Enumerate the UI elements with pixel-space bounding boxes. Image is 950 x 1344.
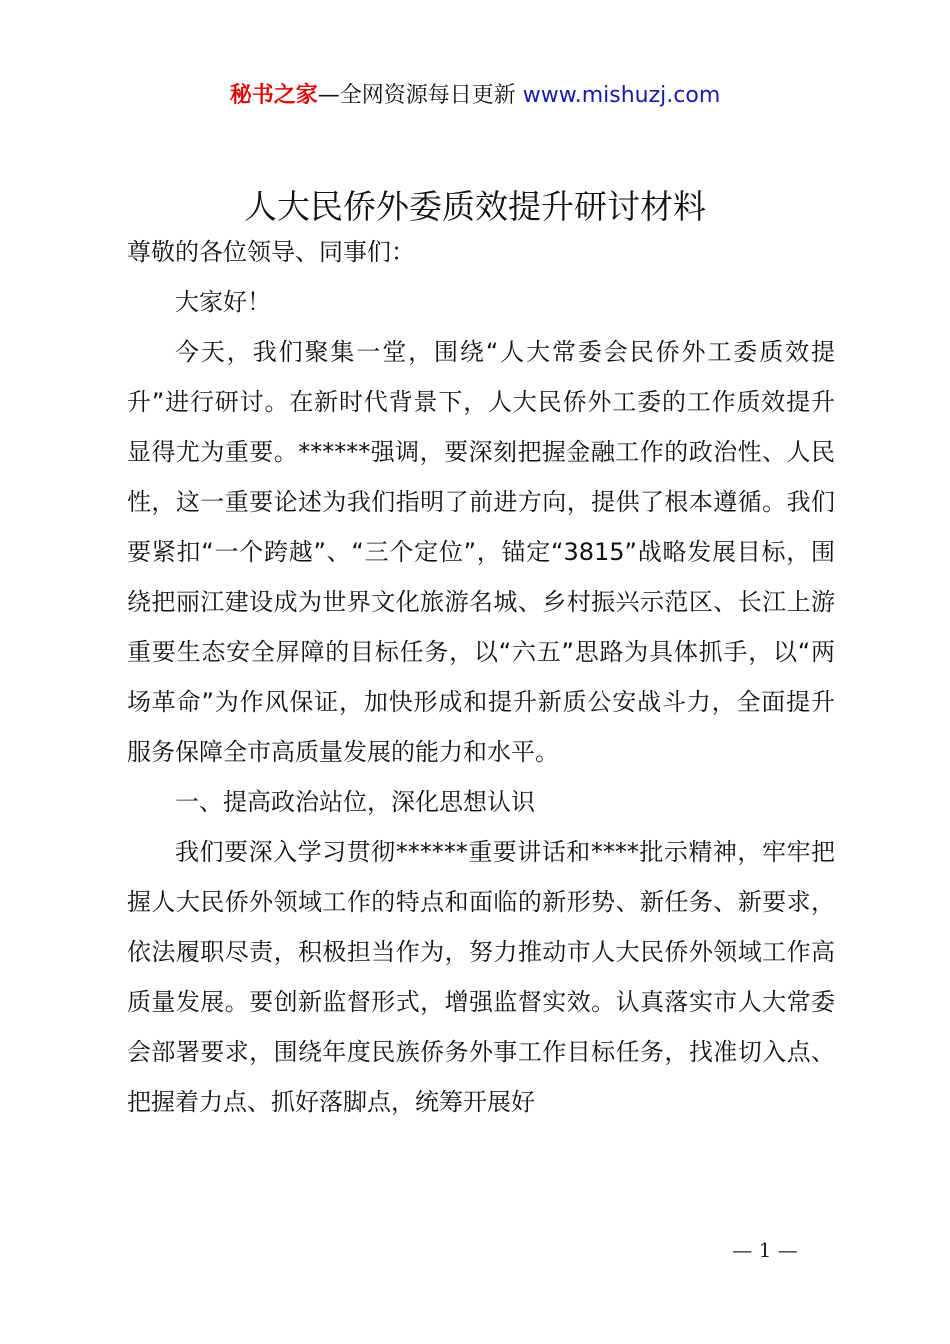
site-url-link[interactable]: www.mishuzj.com	[522, 83, 721, 108]
site-header	[0, 80, 950, 112]
section-heading-1: 一、提高政治站位，深化思想认识	[175, 788, 535, 816]
site-tagline: —全网资源每日更新	[317, 83, 523, 108]
page-number: — 1 —	[732, 1238, 798, 1262]
greeting: 大家好！	[175, 288, 271, 316]
paragraph-section-1: 我们要深入学习贯彻******重要讲话和****批示精神，牢牢把握人大民侨外领域工作的特点和面临的新形势、新任务、新要求，依法履职尽责，积极担当作为，努力推动市人大民侨外领域工作高质量发展。要创新监督形式，增强监督实效。认真落实市人大常委会部署要求，围绕年度民族侨务外事工作目标任务，找准切入点、把握着力点、抓好落脚点，统筹开展好	[127, 838, 835, 1116]
paragraph-intro: 今天，我们聚集一堂，围绕“人大常委会民侨外工委质效提升”进行研讨。在新时代背景下，人大民侨外工委的工作质效提升显得尤为重要。******强调，要深刻把握金融工作的政治性、人民性，这一重要论述为我们指明了前进方向，提供了根本遵循。我们要紧扣“一个跨越”、“三个定位”，锚定“3815”战略发展目标，围绕把丽江建设成为世界文化旅游名城、乡村振兴示范区、长江上游重要生态安全屏障的目标任务，以“六五”思路为具体抓手，以“两场革命”为作风保证，加快形成和提升新质公安战斗力，全面提升服务保障全市高质量发展的能力和水平。	[127, 338, 835, 766]
salutation: 尊敬的各位领导、同事们：	[127, 238, 415, 266]
document-body	[127, 227, 835, 1127]
document-title: 人大民侨外委质效提升研讨材料	[244, 187, 706, 226]
site-brand: 秘书之家	[229, 83, 318, 108]
